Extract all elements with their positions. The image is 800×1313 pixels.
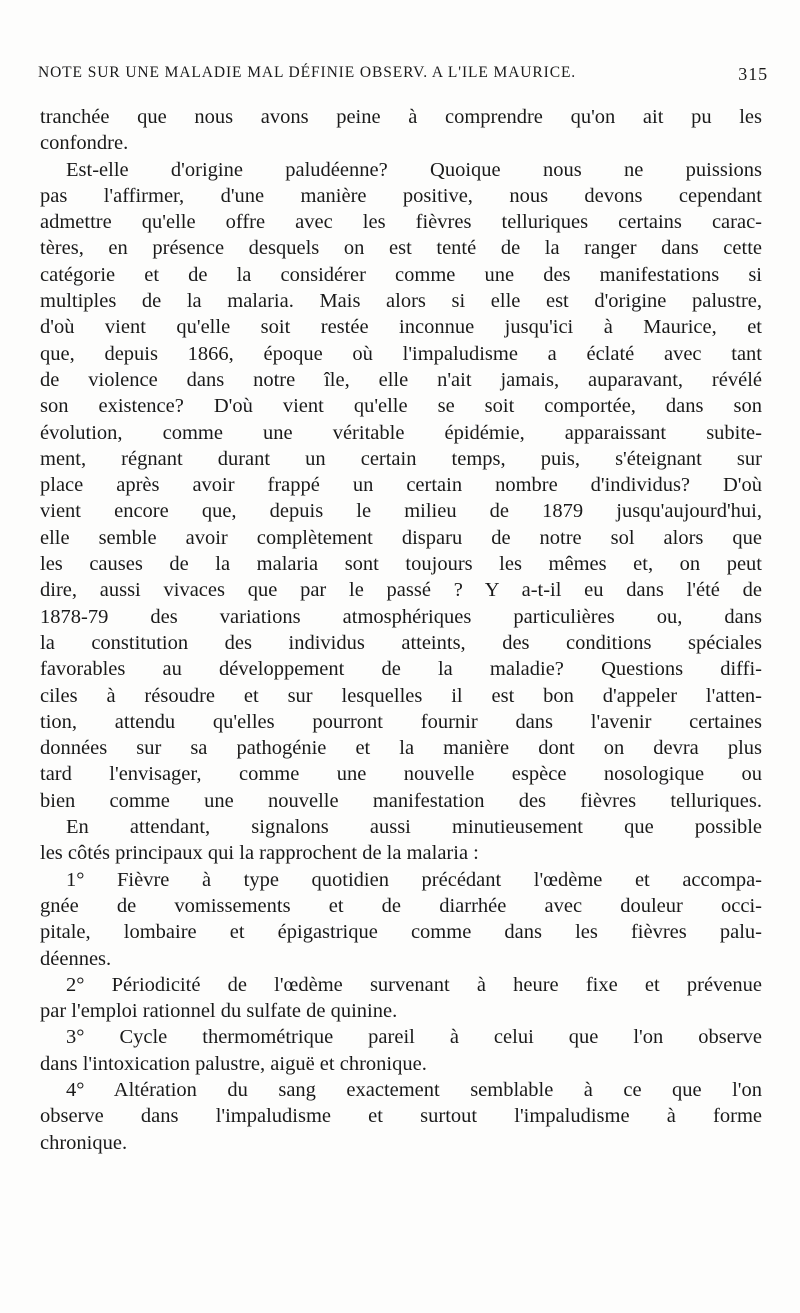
text-line: confondre.: [40, 132, 129, 155]
text-line: vient encore que, depuis le milieu de 1879 jusqu'aujourd'hui,: [40, 500, 762, 523]
running-head-title: NOTE SUR UNE MALADIE MAL DÉFINIE OBSERV. A L'ILE MAURICE.: [38, 64, 577, 81]
text-line: 4° Altération du sang exactement semblable à ce que l'on: [66, 1078, 762, 1101]
text-line: catégorie et de la considérer comme une des manifestations si: [40, 263, 762, 286]
text-line: par l'emploi rationnel du sulfate de quinine.: [40, 1000, 398, 1023]
text-line: favorables au développement de la maladie? Questions diffi-: [40, 658, 762, 681]
text-line: pitale, lombaire et épigastrique comme dans les fièvres palu-: [40, 921, 762, 944]
text-line: tères, en présence desquels on est tenté de la ranger dans cette: [40, 237, 762, 260]
text-line: données sur sa pathogénie et la manière dont on devra plus: [40, 737, 762, 760]
text-line: de violence dans notre île, elle n'ait jamais, auparavant, révélé: [40, 368, 762, 391]
text-line: ment, régnant durant un certain temps, puis, s'éteignant sur: [40, 447, 762, 470]
text-line: les côtés principaux qui la rapprochent de la malaria :: [40, 842, 479, 865]
text-line: observe dans l'impaludisme et surtout l'impaludisme à forme: [40, 1105, 762, 1128]
text-line: les causes de la malaria sont toujours les mêmes et, on peut: [40, 553, 762, 576]
text-line: tard l'envisager, comme une nouvelle espèce nosologique ou: [40, 763, 762, 786]
text-line: évolution, comme une véritable épidémie, apparaissant subite-: [40, 421, 762, 444]
text-line: gnée de vomissements et de diarrhée avec douleur occi-: [40, 894, 762, 917]
text-line: En attendant, signalons aussi minutieusement que possible: [66, 816, 762, 839]
text-line: 3° Cycle thermométrique pareil à celui que l'on observe: [66, 1026, 762, 1049]
running-head: [38, 64, 768, 88]
text-line: tion, attendu qu'elles pourront fournir dans l'avenir certaines: [40, 710, 762, 733]
text-line: d'où vient qu'elle soit restée inconnue jusqu'ici à Maurice, et: [40, 316, 762, 339]
text-line: place après avoir frappé un certain nombre d'individus? D'où: [40, 474, 762, 497]
body-text: [40, 104, 762, 1156]
text-line: la constitution des individus atteints, des conditions spéciales: [40, 631, 762, 654]
text-line: tranchée que nous avons peine à comprendre qu'on ait pu les: [40, 106, 762, 128]
text-line: son existence? D'où vient qu'elle se soit comportée, dans son: [40, 395, 762, 418]
text-line: Est-elle d'origine paludéenne? Quoique nous ne puissions: [66, 158, 762, 181]
text-line: admettre qu'elle offre avec les fièvres telluriques certains carac-: [40, 211, 762, 234]
text-line: chronique.: [40, 1131, 128, 1154]
text-line: 1° Fièvre à type quotidien précédant l'œdème et accompa-: [66, 868, 762, 891]
text-line: dans l'intoxication palustre, aiguë et chronique.: [40, 1052, 427, 1075]
text-line: 1878-79 des variations atmosphériques particulières ou, dans: [40, 605, 762, 628]
text-line: bien comme une nouvelle manifestation des fièvres telluriques.: [40, 789, 762, 812]
text-line: ciles à résoudre et sur lesquelles il est bon d'appeler l'atten-: [40, 684, 762, 707]
text-line: que, depuis 1866, époque où l'impaludisme a éclaté avec tant: [40, 342, 762, 365]
text-line: pas l'affirmer, d'une manière positive, nous devons cependant: [40, 184, 762, 207]
text-line: dire, aussi vivaces que par le passé ? Y a-t-il eu dans l'été de: [40, 579, 762, 602]
text-line: multiples de la malaria. Mais alors si elle est d'origine palustre,: [40, 290, 762, 313]
page-number: 315: [738, 64, 768, 84]
text-line: elle semble avoir complètement disparu de notre sol alors que: [40, 526, 762, 549]
text-line: déennes.: [40, 947, 112, 970]
text-line: 2° Périodicité de l'œdème survenant à heure fixe et prévenue: [66, 973, 762, 996]
